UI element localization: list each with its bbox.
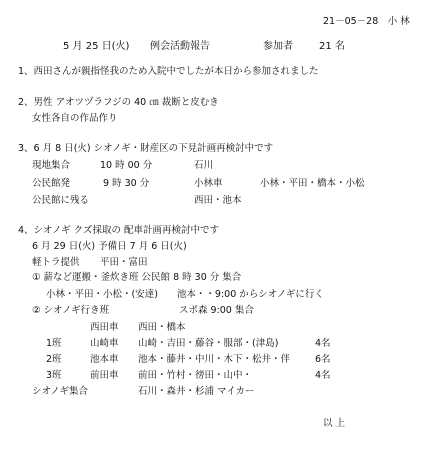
item-3-row-2-car: 小林車: [194, 178, 223, 189]
header-date-author: 21－05－28 小 林: [323, 16, 410, 27]
group-3-label: 3班: [46, 370, 62, 381]
item-3-row-2-time: 9 時 30 分: [103, 178, 150, 189]
item-3-row-2-place: 公民館発: [32, 178, 71, 189]
team-1-detail: 小林・平田・小松・(安達) 池本・・9:00 からシオノギに行く: [46, 289, 324, 300]
item-3-row-3-place: 公民館に残る: [32, 195, 90, 206]
closing: 以 上: [323, 418, 346, 429]
participants-count: 21 名: [319, 41, 345, 52]
item-2-heading: 2、男性 アオツヅラフジの 40 ㎝ 裁断と皮むき: [18, 97, 219, 108]
item-3-row-1-time: 10 時 00 分: [100, 160, 153, 171]
shionogi-label: シオノギ集合: [32, 386, 89, 397]
item-3-row-1-place: 現地集合: [32, 160, 71, 171]
leader-members: 西田・橋本: [138, 322, 186, 333]
group-2-members: 池本・藤井・中川・木下・松井・伴: [138, 354, 291, 365]
group-2-count: 6名: [315, 354, 331, 365]
truck-value: 平田・富田: [100, 257, 148, 268]
title-date: 5 月 25 日(火): [63, 41, 130, 52]
group-1-members: 山崎・吉田・藤谷・服部・(津島): [138, 338, 279, 349]
group-3-count: 4名: [315, 370, 331, 381]
item-1: 1、西田さんが親指怪我のため入院中でしたが本日から参加されました: [18, 66, 319, 77]
group-1-count: 4名: [315, 338, 331, 349]
item-3-row-1-person: 石川: [194, 160, 214, 171]
team-2-meet: スポ森 9:00 集合: [179, 305, 254, 316]
truck-label: 軽トラ提供: [32, 257, 80, 268]
group-2-car: 池本車: [90, 354, 119, 365]
item-4-heading: 4、シオノギ クズ採取の 配車計画再検討中です: [18, 225, 220, 236]
title-text: 例会活動報告: [150, 41, 210, 52]
item-2-detail: 女性各自の作品作り: [32, 113, 118, 124]
group-2-label: 2班: [46, 354, 62, 365]
item-4-schedule: 6 月 29 日(火) 予備日 7 月 6 日(火): [32, 241, 187, 252]
leader-car: 西田車: [90, 322, 119, 333]
participants-label: 参加者: [263, 41, 293, 52]
item-3-heading: 3、6 月 8 日(火) シオノギ・財産区の下見計画再検討中です: [18, 143, 274, 154]
team-2-heading: ② シオノギ行き班: [32, 305, 110, 316]
group-1-car: 山崎車: [90, 338, 119, 349]
team-1-heading: ① 薪など運搬・釜炊き班 公民館 8 時 30 分 集合: [32, 272, 242, 283]
group-3-members: 前田・竹村・徬田・山中・: [138, 370, 253, 381]
group-3-car: 前田車: [90, 370, 119, 381]
item-3-row-3-members: 西田・池本: [194, 195, 242, 206]
group-1-label: 1班: [46, 338, 62, 349]
item-3-row-2-members: 小林・平田・橋本・小松: [260, 178, 365, 189]
shionogi-members: 石川・森井・杉浦 マイカー: [138, 386, 255, 397]
